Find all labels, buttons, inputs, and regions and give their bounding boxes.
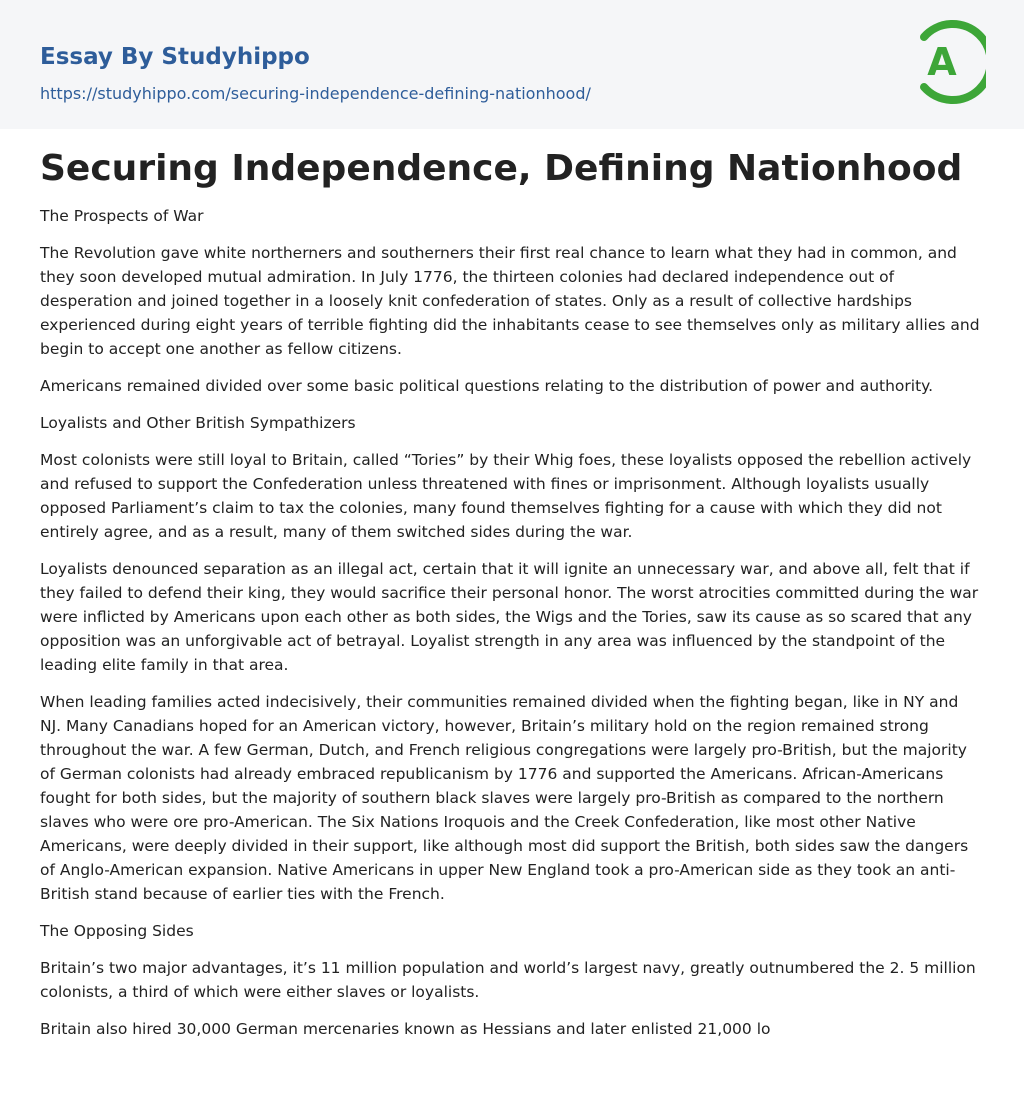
article-body	[40, 204, 984, 1041]
paragraph: Britain also hired 30,000 German mercenaries known as Hessians and later enlisted 21,000 lo	[40, 1020, 771, 1038]
paragraph: Britain’s two major advantages, it’s 11 million population and world’s largest navy, greatly outnumbered the 2. 5 million colonists, a third of which were either slaves or loyalists.	[40, 959, 976, 1001]
paragraph: Loyalists denounced separation as an illegal act, certain that it will ignite an unnecessary war, and above all, felt that if they failed to defend their king, they would sacrifice their personal honor. The worst atrocities committed during the war were inflicted by Americans upon each other as both sides, the Wigs and the Tories, saw its cause as so scared that any opposition was an unforgivable act of betrayal. Loyalist strength in any area was influenced by the standpoint of the leading elite family in that area.	[40, 560, 979, 674]
studyhippo-logo-icon[interactable]	[916, 19, 986, 105]
article	[0, 147, 1024, 1041]
source-url-link[interactable]: https://studyhippo.com/securing-independence-defining-nationhood/	[40, 84, 591, 103]
site-brand[interactable]: Essay By Studyhippo	[40, 44, 310, 70]
section-heading: The Opposing Sides	[40, 922, 194, 940]
page-title: Securing Independence, Defining Nationhood	[40, 148, 963, 189]
paragraph: The Revolution gave white northerners and southerners their first real chance to learn what they had in common, and they soon developed mutual admiration. In July 1776, the thirteen colonies had declared independence out of desperation and joined together in a loosely knit confederation of states. Only as a result of collective hardships experienced during eight years of terrible fighting did the inhabitants cease to see themselves only as military allies and begin to accept one another as fellow citizens.	[40, 244, 980, 358]
paragraph: Americans remained divided over some basic political questions relating to the distribution of power and authority.	[40, 377, 934, 395]
logo-letter: A	[927, 40, 957, 84]
site-header	[0, 0, 1024, 129]
section-heading: Loyalists and Other British Sympathizers	[40, 414, 356, 432]
paragraph: Most colonists were still loyal to Britain, called “Tories” by their Whig foes, these loyalists opposed the rebellion actively and refused to support the Confederation unless threatened with fines or imprisonment. Although loyalists usually opposed Parliament’s claim to tax the colonies, many found themselves fighting for a cause with which they did not entirely agree, and as a result, many of them switched sides during the war.	[40, 451, 972, 541]
section-heading: The Prospects of War	[40, 207, 204, 225]
paragraph: When leading families acted indecisively, their communities remained divided when the fighting began, like in NY and NJ. Many Canadians hoped for an American victory, however, Britain’s military hold on the region remained strong throughout the war. A few German, Dutch, and French religious congregations were largely pro-British, but the majority of German colonists had already embraced republicanism by 1776 and supported the Americans. African-Americans fought for both sides, but the majority of southern black slaves were largely pro-British as compared to the northern slaves who were ore pro-American. The Six Nations Iroquois and the Creek Confederation, like most other Native Americans, were deeply divided in their support, like although most did support the British, both sides saw the dangers of Anglo-American expansion. Native Americans in upper New England took a pro-American side as they took an anti-British stand because of earlier ties with the French.	[40, 693, 969, 903]
